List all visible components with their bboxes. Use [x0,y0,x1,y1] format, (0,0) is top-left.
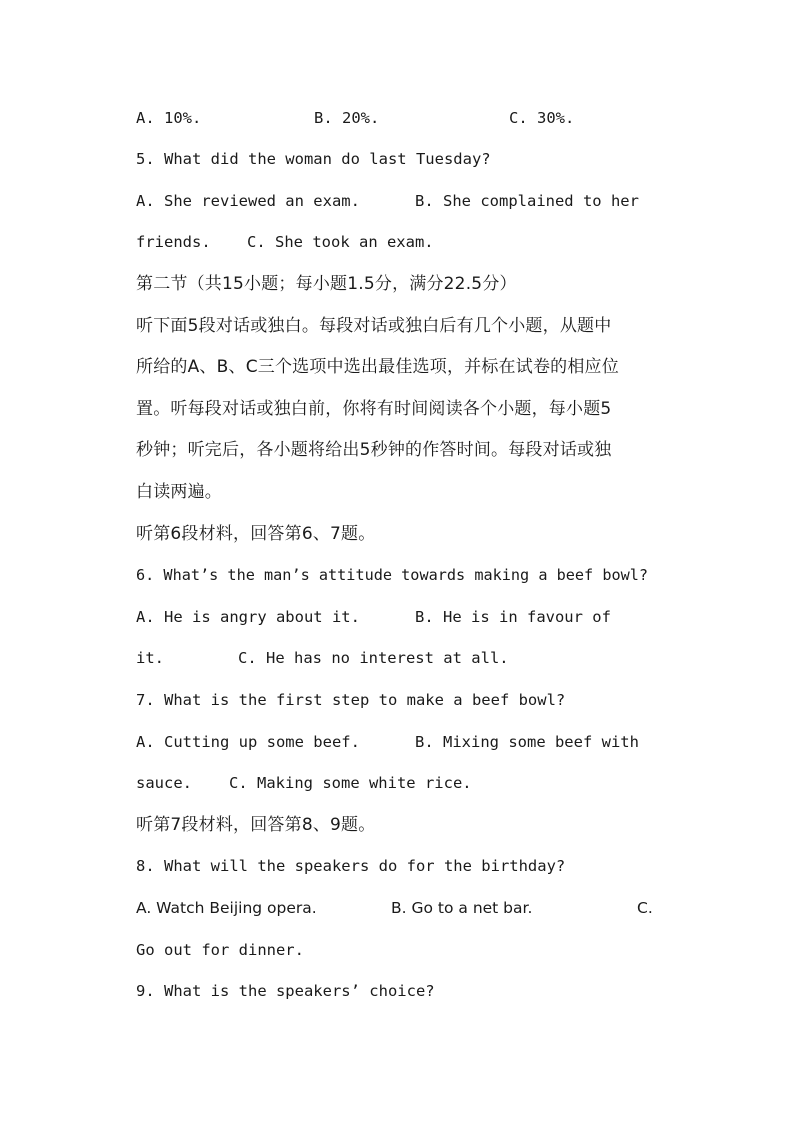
material-6-intro: 听第6段材料，回答第6、7题。 [136,524,376,544]
material-7-intro: 听第7段材料，回答第8、9题。 [136,815,376,835]
q9-question: 9. What is the speakers’ choice? [136,982,435,1000]
q8-option-b: B. Go to a net bar. [391,899,533,917]
instructions-line-2: 所给的A、B、C三个选项中选出最佳选项，并标在试卷的相应位 [136,357,619,377]
q6-option-b: B. He is in favour of [415,608,611,626]
instructions-line-3: 置。听每段对话或独白前，你将有时间阅读各个小题，每小题5 [136,399,612,419]
section-heading: 第二节（共15小题；每小题1.5分，满分22.5分） [136,274,517,294]
q4-option-c: C. 30%. [509,109,575,127]
q5-option-b-continued: friends. [136,233,211,251]
q7-option-a: A. Cutting up some beef. [136,733,360,751]
q6-question: 6. What’s the man’s attitude towards making a beef bowl? [136,566,649,584]
q4-option-a: A. 10%. [136,109,202,127]
q5-option-c: C. She took an exam. [247,233,434,251]
instructions-line-5: 白读两遍。 [136,482,222,502]
instructions-line-1: 听下面5段对话或独白。每段对话或独白后有几个小题，从题中 [136,316,612,336]
q4-option-b: B. 20%. [314,109,380,127]
q7-question: 7. What is the first step to make a beef bowl? [136,691,566,709]
q5-option-b: B. She complained to her [415,192,639,210]
q5-option-a: A. She reviewed an exam. [136,192,360,210]
q5-question: 5. What did the woman do last Tuesday? [136,150,491,168]
q8-question: 8. What will the speakers do for the birthday? [136,857,566,875]
q8-option-c: C. [637,899,653,917]
q7-option-b: B. Mixing some beef with [415,733,639,751]
q6-option-a: A. He is angry about it. [136,608,360,626]
instructions-line-4: 秒钟；听完后，各小题将给出5秒钟的作答时间。每段对话或独 [136,440,612,460]
q7-option-b-continued: sauce. [136,774,192,792]
q8-option-a: A. Watch Beijing opera. [136,899,317,917]
q8-option-c-continued: Go out for dinner. [136,941,304,959]
q6-option-c: C. He has no interest at all. [238,649,509,667]
q6-option-b-continued: it. [136,649,164,667]
q7-option-c: C. Making some white rice. [229,774,472,792]
